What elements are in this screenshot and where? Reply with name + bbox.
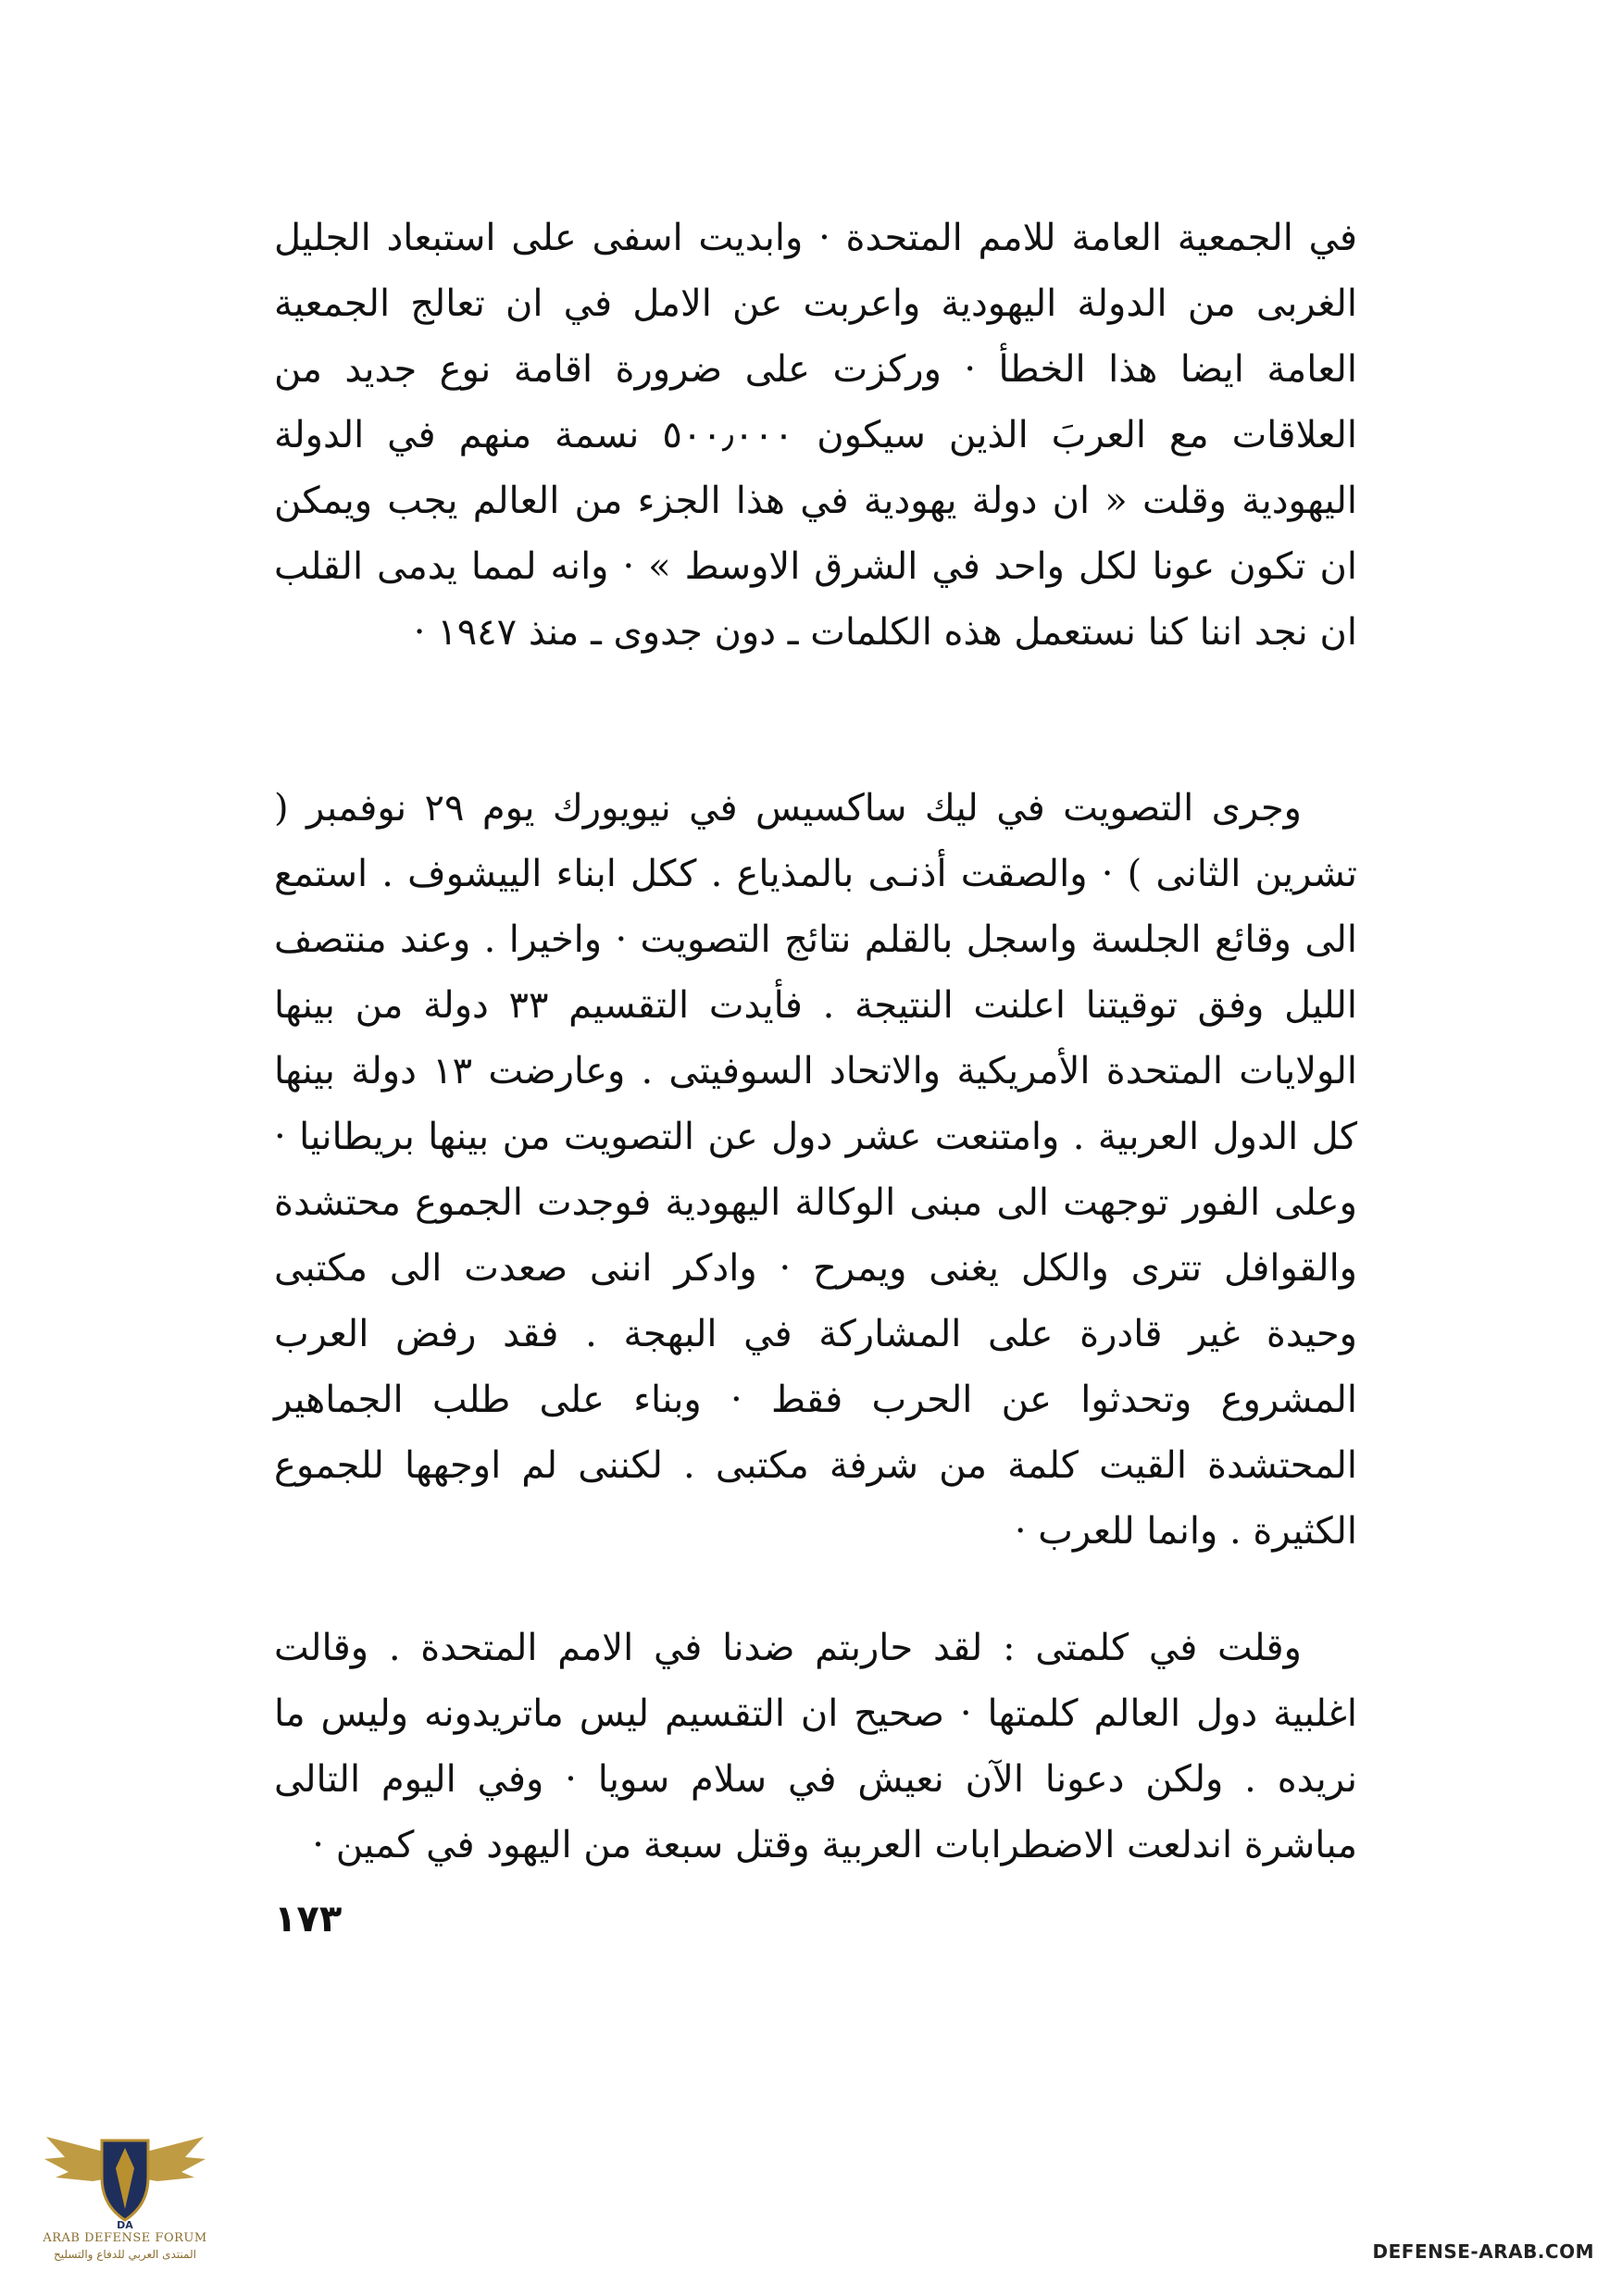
logo-name-en: ARAB DEFENSE FORUM: [43, 2231, 207, 2245]
paragraph-2-text: وجرى التصويت في ليك ساكسيس في نيويورك يوم ٢٩ نوفمبر ( تشرين الثانى ) · والصقت أذنـى بالمذياع . ككل ابناء اليیشوف . استمع الى وقائع الجلسة واسجل بالقلم نتائج التصويت · واخيرا . وعند منتصف الليل وفق توقيتنا اعلنت النتيجة . فأيدت التقسيم ٣٣ دولة من بينها الولايات المتحدة الأمريكية والاتحاد السوفيتى . وعارضت ١٣ دولة بينها كل الدول العربية . وامتنعت عشر دول عن التصويت من بينها بريطانيا · وعلى الفور توجهت الى مبنى الوكالة اليهودية فوجدت الجموع محتشدة والقوافل تترى والكل يغنى ويمرح · وادكر اننى صعدت الى مكتبى وحيدة غير قادرة على المشاركة في البهجة . فقد رفض العرب المشروع وتحدثوا عن الحرب فقط · وبناء على طلب الجماهير المحتشدة القيت كلمة من شرفة مكتبى . لكننى لم اوجهها للجموع الكثيرة . وانما للعرب ·: [274, 787, 1358, 1553]
forum-logo: [37, 2120, 213, 2277]
paragraph-3-text: وقلت في كلمتى : لقد حاربتم ضدنا في الامم المتحدة . وقالت اغلبية دول العالم كلمتها · صحيح ان التقسيم ليس ماتريدونه وليس ما نريده . ولكن دعونا الآن نعيش في سلام سويا · وفي اليوم التالى مباشرة اندلعت الاضطرابات العربية وقتل سبعة من اليهود في كمين ·: [274, 1627, 1357, 1866]
paragraph-1: [274, 206, 1357, 666]
paragraph-3: [274, 1616, 1357, 1878]
page-number: ١٧٣: [274, 1898, 343, 1940]
paragraph-2: [274, 776, 1357, 1565]
shield-wings-icon: [37, 2120, 213, 2231]
site-watermark: DEFENSE-ARAB.COM: [1372, 2240, 1594, 2263]
logo-initials: DA: [117, 2219, 133, 2231]
paragraph-1-text: في الجمعية العامة للامم المتحدة · وابديت اسفى على استبعاد الجليل الغربى من الدولة اليهودية واعربت عن الامل في ان تعالج الجمعية العامة ايضا هذا الخطأ · وركزت على ضرورة اقامة نوع جديد من العلاقات مع العربَ الذين سيكون ٥٠٠٫٠٠٠ نسمة منهم في الدولة اليهودية وقلت « ان دولة يهودية في هذا الجزء من العالم يجب ويمكن ان تكون عونا لكل واحد في الشرق الاوسط » · وانه لمما يدمى القلب ان نجد اننا كنا نستعمل هذه الكلمات ـ دون جدوى ـ منذ ١٩٤٧ ·: [274, 217, 1357, 654]
logo-name-ar: المنتدى العربي للدفاع والتسليح: [54, 2248, 196, 2261]
